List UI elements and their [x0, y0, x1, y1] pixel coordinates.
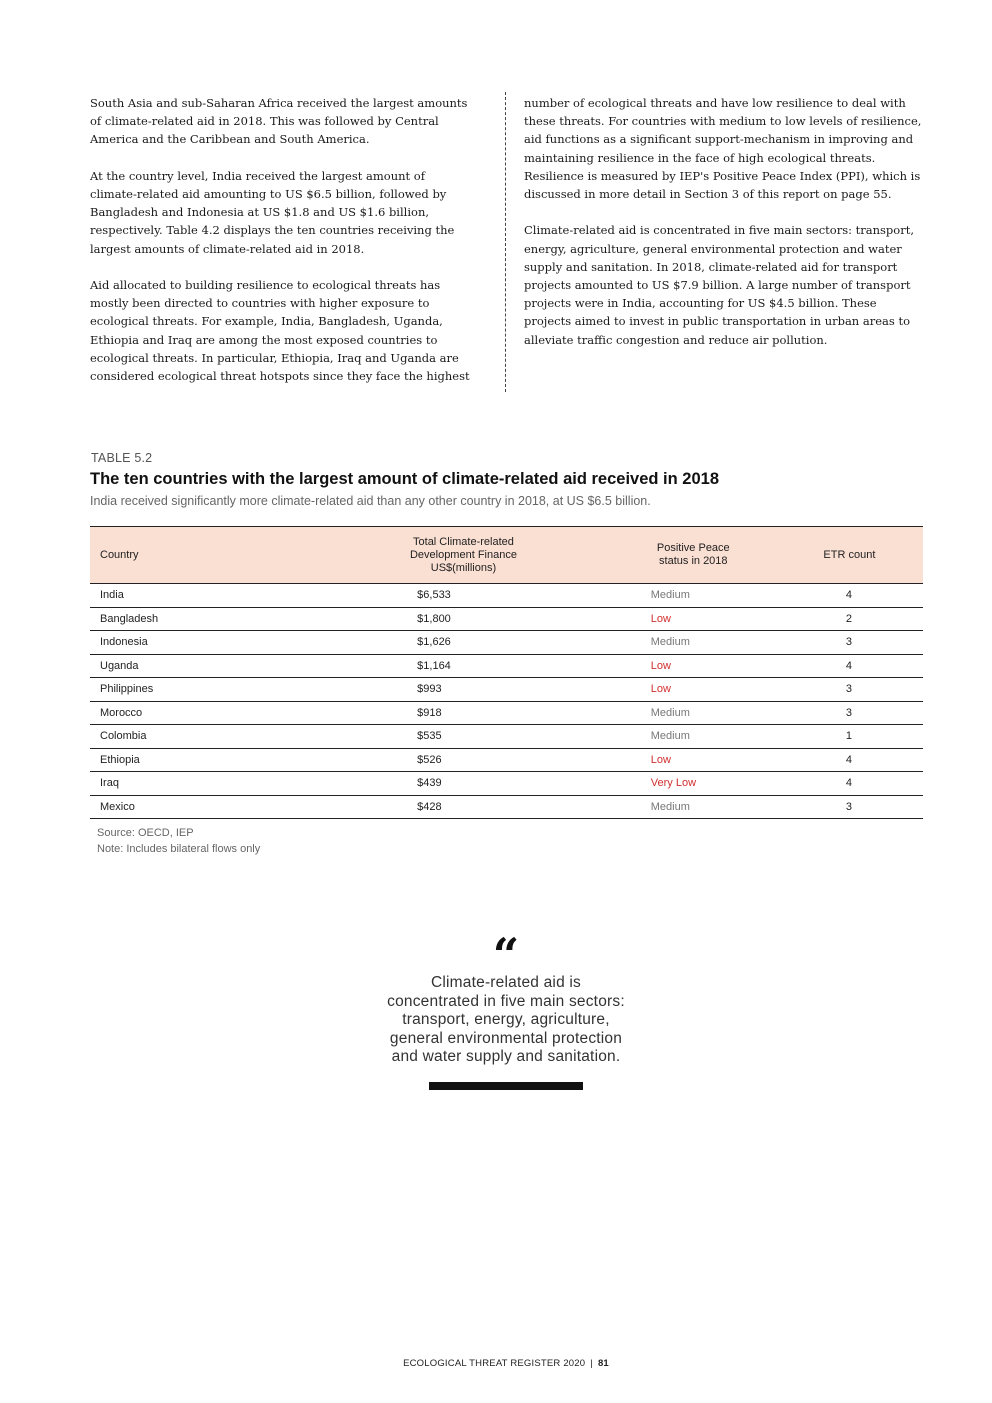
cell-status: Low	[611, 654, 776, 678]
table-title: The ten countries with the largest amount of climate-related aid received in 2018	[90, 470, 720, 488]
table-footnotes	[97, 825, 260, 857]
cell-finance: $993	[316, 678, 611, 702]
table-row	[90, 795, 923, 819]
climate-aid-table	[90, 526, 923, 819]
quote-underline-bar	[429, 1082, 583, 1090]
cell-status: Medium	[611, 795, 776, 819]
body-paragraph: Aid allocated to building resilience to ecological threats has mostly been directed to countries with higher exposure to ecological threats. For example, India, Bangladesh, Uganda, Ethiopia and Iraq are among the most exposed countries to ecological threats. In particular, Ethiopia, Iraq and Uganda are considered ecological threat hotspots since they face the highest	[90, 278, 470, 384]
cell-status: Medium	[611, 584, 776, 608]
cell-finance: $1,164	[316, 654, 611, 678]
table-row	[90, 631, 923, 655]
cell-finance: $918	[316, 701, 611, 725]
cell-finance: $526	[316, 748, 611, 772]
header-peace-line: status in 2018	[659, 555, 728, 567]
pull-quote-line: and water supply and sanitation.	[391, 1048, 621, 1065]
column-divider	[505, 92, 506, 392]
cell-country: Uganda	[90, 654, 316, 678]
header-etr-count: ETR count	[776, 527, 923, 584]
body-paragraph: number of ecological threats and have low resilience to deal with these threats. For countries with medium to low levels of resilience, aid functions as a significant support-mechanism in improving and maintaining resilience in the face of high ecological threats. Resilience is measured by IEP's Positive Peace Index (PPI), which is discussed in more detail in Section 3 of this report on page 55.	[524, 96, 922, 202]
cell-etr: 1	[776, 725, 923, 749]
cell-status: Medium	[611, 725, 776, 749]
table-header-row	[90, 527, 923, 584]
cell-country: Philippines	[90, 678, 316, 702]
table-row	[90, 654, 923, 678]
cell-country: Indonesia	[90, 631, 316, 655]
body-columns	[90, 94, 923, 392]
table-row	[90, 607, 923, 631]
body-paragraph: Climate-related aid is concentrated in five main sectors: transport, energy, agriculture, general environmental protection and water supply and sanitation. In 2018, climate-related aid for transport projects amounted to US $7.9 billion. A large number of transport projects were in India, accounting for US $4.5 billion. These projects aimed to invest in public transportation in urban areas to alleviate traffic congestion and reduce air pollution.	[524, 223, 914, 347]
cell-status: Low	[611, 607, 776, 631]
table-subtitle: India received significantly more climate-related aid than any other country in 2018, at US $6.5 billion.	[90, 494, 651, 508]
pull-quote-line: Climate-related aid is	[431, 974, 581, 991]
left-column	[90, 94, 475, 403]
cell-etr: 4	[776, 584, 923, 608]
cell-status: Low	[611, 748, 776, 772]
cell-country: Ethiopia	[90, 748, 316, 772]
table-row	[90, 584, 923, 608]
cell-finance: $428	[316, 795, 611, 819]
footer-separator: |	[590, 1358, 593, 1369]
body-paragraph: At the country level, India received the largest amount of climate-related aid amounting to US $6.5 billion, followed by Bangladesh and Indonesia at US $1.8 and US $1.6 billion, respectively. Table 4.2 displays the ten countries receiving the largest amounts of climate-related aid in 2018.	[90, 168, 455, 256]
cell-country: India	[90, 584, 316, 608]
cell-country: Iraq	[90, 772, 316, 796]
cell-status: Medium	[611, 631, 776, 655]
pull-quote-line: concentrated in five main sectors:	[387, 992, 625, 1010]
cell-etr: 3	[776, 701, 923, 725]
pull-quote	[356, 974, 656, 1067]
header-country: Country	[90, 527, 316, 584]
cell-country: Bangladesh	[90, 607, 316, 631]
pull-quote-line: transport, energy, agriculture,	[402, 1011, 610, 1028]
table-row	[90, 772, 923, 796]
right-column	[524, 94, 924, 367]
cell-etr: 4	[776, 654, 923, 678]
page-footer	[0, 1358, 992, 1369]
cell-finance: $6,533	[316, 584, 611, 608]
page-number: 81	[597, 1358, 609, 1369]
cell-country: Morocco	[90, 701, 316, 725]
cell-finance: $439	[316, 772, 611, 796]
cell-etr: 3	[776, 795, 923, 819]
cell-etr: 3	[776, 678, 923, 702]
cell-finance: $535	[316, 725, 611, 749]
cell-finance: $1,800	[316, 607, 611, 631]
cell-status: Medium	[611, 701, 776, 725]
cell-finance: $1,626	[316, 631, 611, 655]
cell-country: Mexico	[90, 795, 316, 819]
header-finance-line: Total Climate-related	[413, 535, 514, 548]
cell-status: Very Low	[611, 772, 776, 796]
table-source: Source: OECD, IEP	[97, 827, 194, 839]
quote-mark-icon: “	[492, 928, 520, 982]
cell-etr: 2	[776, 607, 923, 631]
footer-publication: ECOLOGICAL THREAT REGISTER 2020	[403, 1358, 586, 1369]
header-peace-line: Positive Peace	[656, 542, 730, 554]
header-finance-line: US$(millions)	[430, 561, 497, 574]
cell-etr: 3	[776, 631, 923, 655]
header-peace-status	[611, 527, 776, 584]
cell-etr: 4	[776, 772, 923, 796]
header-finance-line: Development Finance	[409, 548, 517, 561]
pull-quote-line: general environmental protection	[389, 1029, 623, 1047]
table-note: Note: Includes bilateral flows only	[97, 843, 261, 855]
table-row	[90, 748, 923, 772]
table-row	[90, 701, 923, 725]
cell-status: Low	[611, 678, 776, 702]
body-paragraph: South Asia and sub-Saharan Africa received the largest amounts of climate-related aid in 2018. This was followed by Central America and the Caribbean and South America.	[90, 96, 468, 147]
table-label: TABLE 5.2	[91, 451, 153, 465]
table-row	[90, 725, 923, 749]
cell-country: Colombia	[90, 725, 316, 749]
table-row	[90, 678, 923, 702]
header-finance	[316, 527, 611, 584]
cell-etr: 4	[776, 748, 923, 772]
